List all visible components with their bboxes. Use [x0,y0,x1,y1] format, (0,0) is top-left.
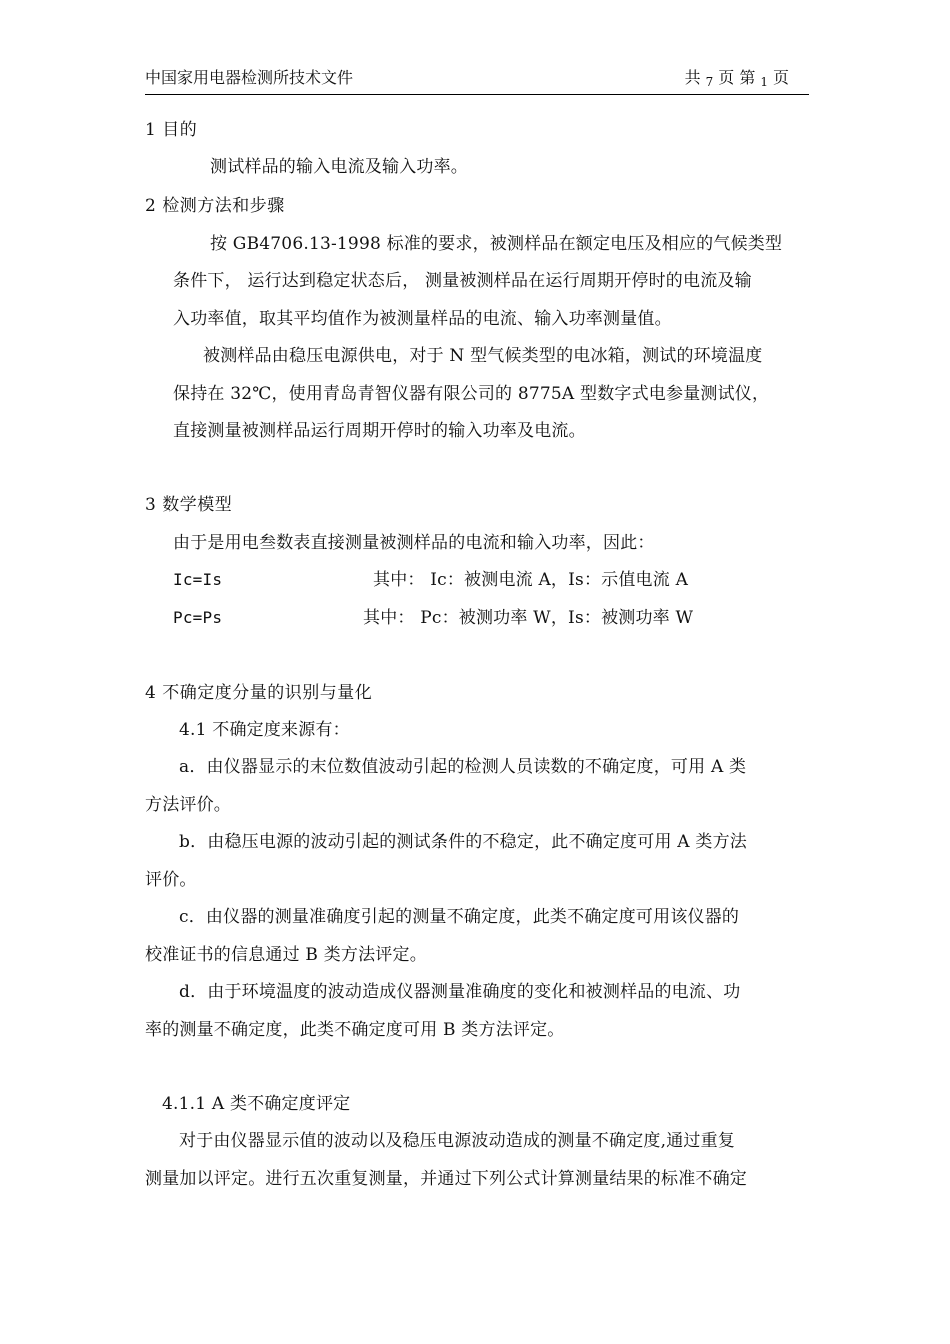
total-pages: 7 [705,75,714,89]
formula-power: Pc=Ps [173,608,223,627]
item-d-line-2: 率的测量不确定度，此类不确定度可用 B 类方法评定。 [145,1020,565,1040]
section-1-heading: 1 目的 [145,120,198,140]
formula-current: Ic=Is [173,570,223,589]
section-2-paragraph-2-line-1: 被测样品由稳压电源供电，对于 N 型气候类型的电冰箱，测试的环境温度 [203,346,763,366]
formula-current-where: 其中： Ic：被测电流 A，Is：示值电流 A [373,570,689,590]
current-page: 1 [760,75,768,89]
section-2-paragraph-1-line-1: 按 GB4706.13-1998 标准的要求，被测样品在额定电压及相应的气候类型 [210,234,783,254]
item-d-line-1: d．由于环境温度的波动造成仪器测量准确度的变化和被测样品的电流、功 [179,982,741,1002]
section-3-heading: 3 数学模型 [145,495,233,515]
page-mid: 页 第 [718,68,756,87]
document-org-title: 中国家用电器检测所技术文件 [145,68,354,87]
formula-power-where: 其中： Pc：被测功率 W，Is：被测功率 W [363,608,694,628]
subsection-4-1-1-line-1: 对于由仪器显示值的波动以及稳压电源波动造成的测量不确定度,通过重复 [179,1131,736,1151]
subsection-4-1-1-line-2: 测量加以评定。进行五次重复测量，并通过下列公式计算测量结果的标准不确定 [145,1169,747,1189]
page-header [145,70,809,95]
section-2-paragraph-2-line-3: 直接测量被测样品运行周期开停时的输入功率及电流。 [173,421,586,441]
section-3-intro: 由于是用电叁数表直接测量被测样品的电流和输入功率，因此： [173,533,655,553]
total-prefix: 共 [684,68,701,87]
page-counter [684,68,789,89]
section-1-body: 测试样品的输入电流及输入功率。 [210,157,468,177]
item-c-line-2: 校准证书的信息通过 B 类方法评定。 [145,945,427,965]
section-2-heading: 2 检测方法和步骤 [145,196,285,216]
subsection-4-1-1-heading: 4.1.1 A 类不确定度评定 [162,1094,351,1114]
item-b-line-1: b．由稳压电源的波动引起的测试条件的不稳定，此不确定度可用 A 类方法 [179,832,747,852]
section-2-paragraph-2-line-2: 保持在 32℃，使用青岛青智仪器有限公司的 8775A 型数字式电参量测试仪， [173,384,770,404]
item-c-line-1: c．由仪器的测量准确度引起的测量不确定度，此类不确定度可用该仪器的 [179,907,740,927]
item-a-line-2: 方法评价。 [145,795,231,815]
section-4-heading: 4 不确定度分量的识别与量化 [145,683,373,703]
item-b-line-2: 评价。 [145,870,197,890]
subsection-4-1-heading: 4.1 不确定度来源有： [179,720,350,740]
section-2-paragraph-1-line-2: 条件下， 运行达到稳定状态后， 测量被测样品在运行周期开停时的电流及输 [173,271,752,291]
page-suffix: 页 [772,68,789,87]
section-2-paragraph-1-line-3: 入功率值，取其平均值作为被测量样品的电流、输入功率测量值。 [173,309,672,329]
item-a-line-1: a．由仪器显示的末位数值波动引起的检测人员读数的不确定度，可用 A 类 [179,757,747,777]
